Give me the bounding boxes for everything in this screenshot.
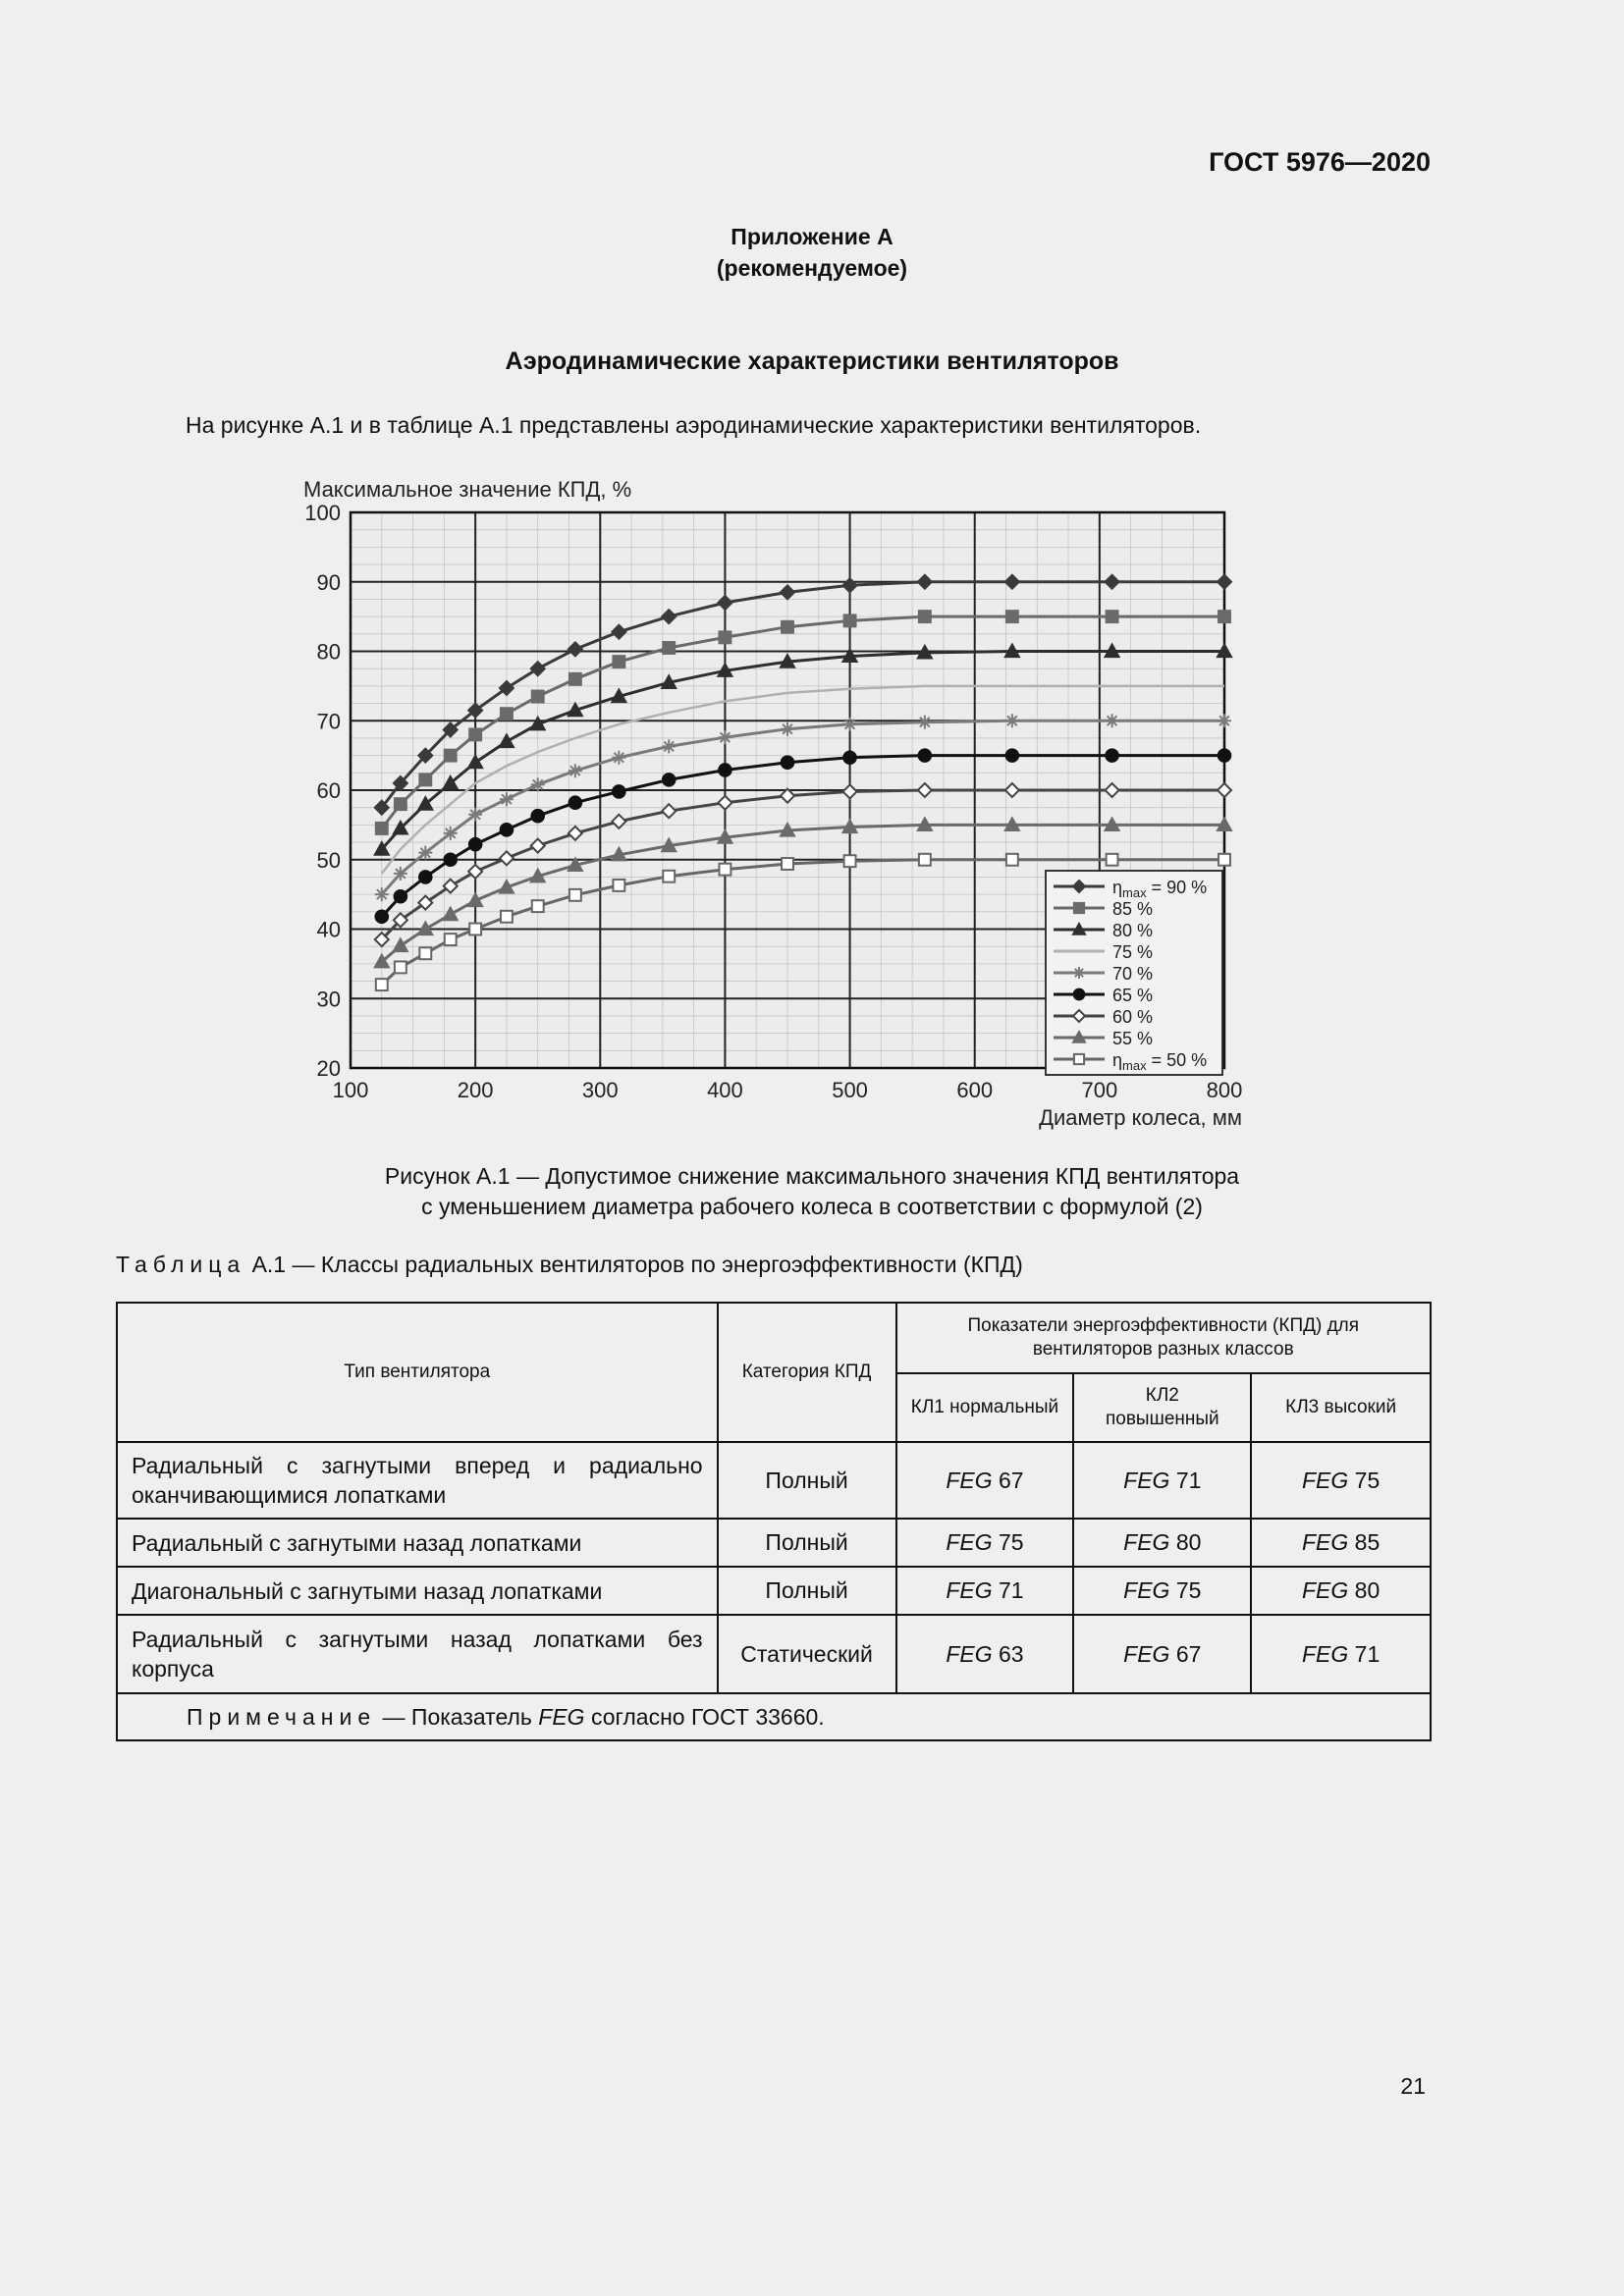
data-point	[663, 642, 675, 654]
x-tick-label: 400	[707, 1078, 743, 1102]
table-note: Примечание — Показатель FEG согласно ГОСТ 33660.	[117, 1693, 1431, 1740]
data-point	[469, 924, 481, 935]
data-point	[844, 614, 856, 626]
data-point	[376, 823, 388, 834]
row-type: Диагональный с загнутыми назад лопатками	[117, 1567, 718, 1615]
appendix-title: Приложение А	[731, 224, 893, 249]
row-type: Радиальный с загнутыми назад лопатками	[117, 1519, 718, 1567]
header-kl2: КЛ2 повышенный	[1073, 1373, 1251, 1442]
data-point	[501, 708, 513, 720]
table-title-prefix: Таблица	[116, 1252, 246, 1277]
data-point	[719, 631, 731, 643]
row-category: Полный	[718, 1519, 896, 1567]
data-point	[419, 947, 431, 959]
data-point	[613, 785, 625, 798]
data-point	[613, 880, 624, 891]
data-point	[613, 656, 624, 667]
y-tick-label: 90	[316, 569, 341, 595]
data-point	[1006, 749, 1019, 762]
note-label: Примечание	[187, 1703, 377, 1730]
y-axis-label: Максимальное значение КПД, %	[303, 477, 632, 502]
data-point	[1218, 854, 1230, 866]
y-tick-label: 50	[316, 847, 341, 873]
x-tick-label: 200	[457, 1078, 494, 1102]
header-category: Категория КПД	[718, 1303, 896, 1442]
header-kl1: КЛ1 нормальный	[896, 1373, 1074, 1442]
legend-label: 70 %	[1112, 964, 1154, 984]
data-point	[782, 858, 793, 870]
header-type: Тип вентилятора	[117, 1303, 718, 1442]
intro-paragraph: На рисунке А.1 и в таблице А.1 представлены аэродинамические характеристики вентиляторов.	[186, 412, 1202, 438]
data-point	[782, 621, 793, 633]
data-point	[1073, 967, 1085, 979]
figure-caption	[0, 1161, 1624, 1222]
table-row	[117, 1615, 1431, 1693]
data-point	[719, 764, 731, 776]
x-tick-label: 800	[1206, 1078, 1243, 1102]
legend-label: 85 %	[1112, 899, 1154, 919]
table-title	[116, 1252, 1023, 1278]
data-point	[469, 838, 482, 851]
row-kl3: FEG 75	[1251, 1442, 1431, 1519]
data-point	[445, 750, 457, 762]
table-note-row	[117, 1693, 1431, 1740]
data-point	[1218, 749, 1231, 762]
x-tick-label: 100	[332, 1078, 369, 1102]
row-kl1: FEG 63	[896, 1615, 1074, 1693]
row-kl1: FEG 67	[896, 1442, 1074, 1519]
table-row	[117, 1519, 1431, 1567]
data-point	[663, 871, 675, 882]
y-tick-label: 80	[316, 639, 341, 665]
data-point	[1074, 1054, 1084, 1064]
legend-label: 55 %	[1112, 1029, 1154, 1048]
efficiency-classes-table	[116, 1302, 1432, 1741]
data-point	[395, 798, 406, 810]
x-tick-label: 500	[832, 1078, 868, 1102]
x-tick-label: 600	[956, 1078, 994, 1102]
figure-caption-line-2: с уменьшением диаметра рабочего колеса в соответствии с формулой (2)	[421, 1194, 1203, 1219]
figure-caption-line-1: Рисунок А.1 — Допустимое снижение максимального значения КПД вентилятора	[384, 1163, 1240, 1189]
data-point	[719, 864, 731, 876]
data-point	[919, 749, 932, 762]
row-kl2: FEG 80	[1073, 1519, 1251, 1567]
data-point	[844, 855, 856, 867]
data-point	[501, 911, 513, 923]
page-number: 21	[1400, 2073, 1426, 2099]
data-point	[469, 728, 481, 740]
legend-label: 60 %	[1112, 1007, 1154, 1027]
row-category: Полный	[718, 1567, 896, 1615]
data-point	[1218, 611, 1230, 622]
data-point	[1107, 611, 1118, 622]
header-kl3: КЛ3 высокий	[1251, 1373, 1431, 1442]
efficiency-chart	[290, 469, 1262, 1137]
row-kl1: FEG 71	[896, 1567, 1074, 1615]
data-point	[395, 890, 407, 903]
data-point	[569, 796, 582, 809]
table-header-row	[117, 1303, 1431, 1373]
data-point	[1006, 611, 1018, 622]
data-point	[444, 853, 457, 866]
row-kl3: FEG 71	[1251, 1615, 1431, 1693]
y-tick-label: 30	[316, 987, 341, 1012]
legend-label: 75 %	[1112, 942, 1154, 962]
legend-label: 65 %	[1112, 986, 1154, 1005]
data-point	[663, 774, 676, 786]
data-point	[919, 854, 931, 866]
row-kl1: FEG 75	[896, 1519, 1074, 1567]
row-kl2: FEG 75	[1073, 1567, 1251, 1615]
legend-label: $\eta_{max} = 50$ %	[1112, 1050, 1208, 1073]
data-point	[376, 979, 388, 990]
data-point	[782, 756, 794, 769]
row-kl2: FEG 71	[1073, 1442, 1251, 1519]
data-point	[1006, 854, 1018, 866]
data-point	[375, 910, 388, 923]
data-point	[501, 824, 514, 836]
y-tick-label: 20	[316, 1056, 341, 1081]
row-category: Полный	[718, 1442, 896, 1519]
data-point	[1074, 903, 1084, 913]
data-point	[843, 751, 856, 764]
data-point	[1107, 854, 1118, 866]
row-kl2: FEG 67	[1073, 1615, 1251, 1693]
data-point	[419, 871, 432, 883]
section-title: Аэродинамические характеристики вентиляторов	[505, 347, 1119, 375]
legend-label: 80 %	[1112, 921, 1154, 940]
row-type: Радиальный с загнутыми вперед и радиально оканчивающимися лопатками	[117, 1442, 718, 1519]
data-point	[419, 774, 431, 785]
y-tick-label: 40	[316, 917, 341, 942]
y-tick-label: 70	[316, 709, 341, 734]
table-title-text: А.1 — Классы радиальных вентиляторов по энергоэффективности (КПД)	[245, 1252, 1023, 1277]
y-tick-label: 100	[304, 501, 341, 525]
data-point	[1074, 989, 1085, 1000]
x-tick-label: 300	[581, 1078, 619, 1102]
row-kl3: FEG 85	[1251, 1519, 1431, 1567]
table-row	[117, 1567, 1431, 1615]
data-point	[445, 934, 457, 945]
data-point	[569, 673, 581, 685]
data-point	[395, 961, 406, 973]
data-point	[569, 889, 581, 901]
data-point	[532, 691, 544, 703]
x-axis-label: Диаметр колеса, мм	[1039, 1105, 1242, 1130]
header-indicators: Показатели энергоэффективности (КПД) для вентиляторов разных классов	[896, 1303, 1431, 1373]
row-kl3: FEG 80	[1251, 1567, 1431, 1615]
appendix-subtitle: (рекомендуемое)	[716, 255, 908, 281]
data-point	[532, 900, 544, 912]
data-point	[531, 810, 544, 823]
data-point	[919, 611, 931, 622]
data-point	[1106, 749, 1118, 762]
document-code: ГОСТ 5976—2020	[1209, 147, 1431, 177]
y-tick-label: 60	[316, 778, 341, 803]
table-row	[117, 1442, 1431, 1519]
row-type: Радиальный с загнутыми назад лопатками без корпуса	[117, 1615, 718, 1693]
row-category: Статический	[718, 1615, 896, 1693]
legend-label: $\eta_{max} = 90$ %	[1112, 878, 1208, 900]
x-tick-label: 700	[1081, 1078, 1118, 1102]
